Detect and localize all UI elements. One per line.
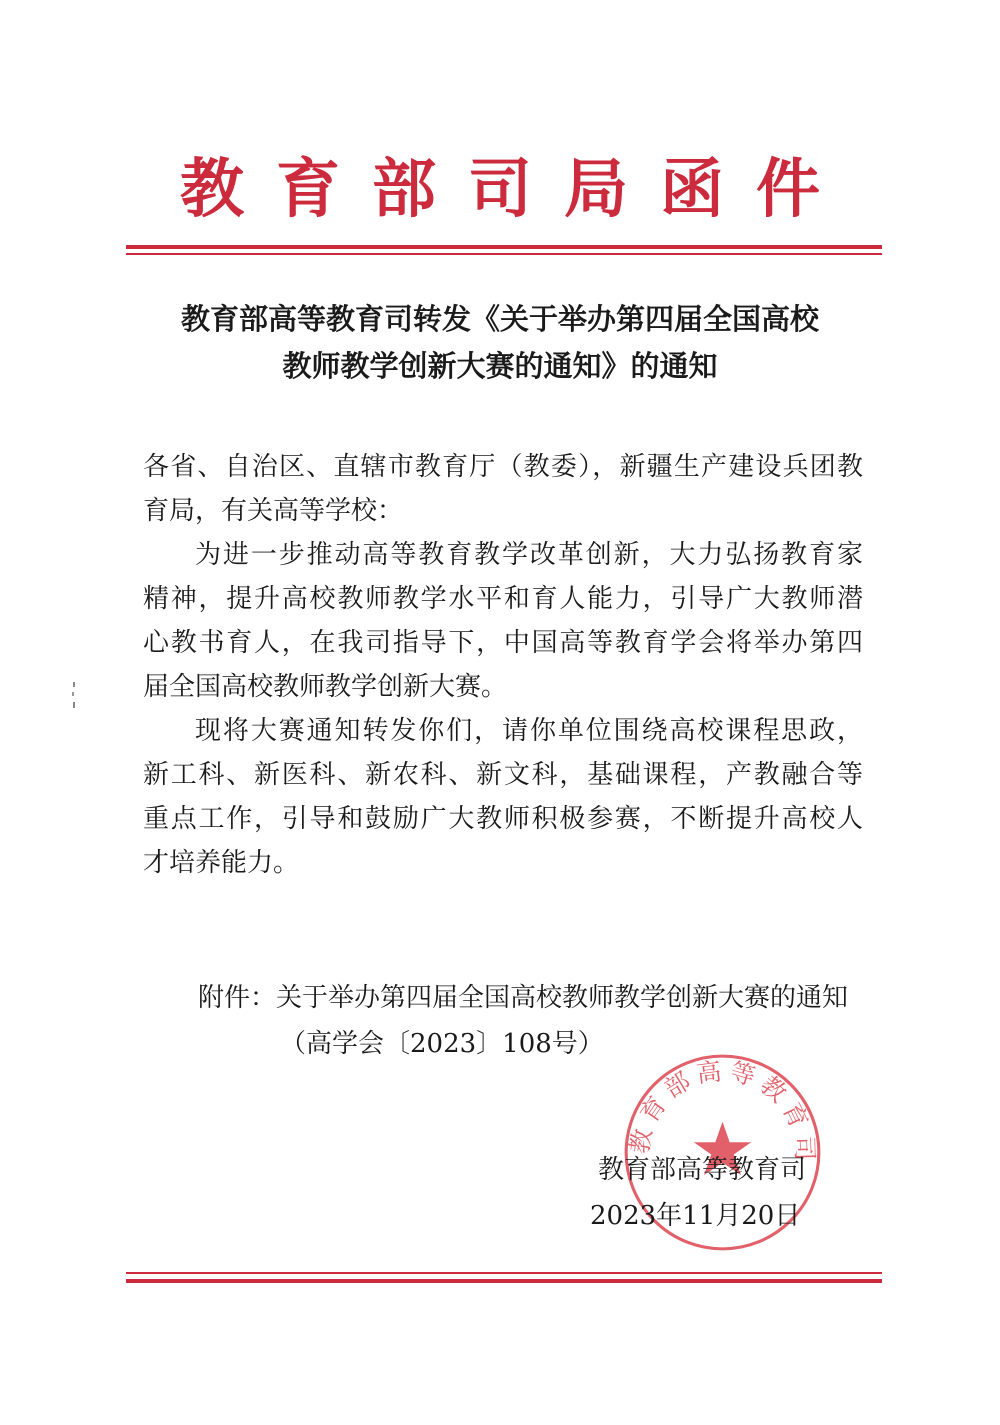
issue-date: 2023年11月20日 [590, 1201, 801, 1231]
title-line-1: 教育部高等教育司转发《关于举办第四届全国高校 [180, 302, 819, 336]
document-title [100, 296, 900, 390]
salutation-line-1: 各省、自治区、直辖市教育厅（教委），新疆生产建设兵团教 [143, 452, 863, 482]
title-line-2: 教师教学创新大赛的通知》的通知 [282, 349, 718, 383]
attachment-line [198, 976, 848, 1020]
footer-rule-thick [126, 1279, 882, 1283]
paragraph-2-line-1: 现将大赛通知转发你们，请你单位围绕高校课程思政， [195, 716, 863, 746]
header-rule-thick [126, 245, 882, 249]
paragraph-2-line-4: 才培养能力。 [143, 848, 300, 878]
document-body [143, 445, 863, 885]
masthead-title: 教育部司局函件 [180, 152, 852, 227]
paragraph-2-line-2: 新工科、新医科、新农科、新文科，基础课程，产教融合等 [143, 760, 863, 790]
issuer-name: 教育部高等教育司 [598, 1155, 807, 1185]
attachment-number: （高学会〔2023〕108号） [280, 1029, 604, 1059]
header-rule-thin [126, 253, 882, 255]
paragraph-1-line-3: 心教书育人，在我司指导下，中国高等教育学会将举办第四 [143, 628, 863, 658]
seal-text: 教育部高等教育司 [624, 1055, 820, 1168]
footer-rule-thin [126, 1272, 882, 1274]
salutation-line-2: 育局，有关高等学校： [143, 496, 404, 526]
paragraph-1-line-4: 届全国高校教师教学创新大赛。 [143, 672, 508, 702]
paragraph-1-line-2: 精神，提升高校教师教学水平和育人能力，引导广大教师潜 [143, 584, 863, 614]
paragraph-2-line-3: 重点工作，引导和鼓励广大教师积极参赛，不断提升高校人 [143, 804, 863, 834]
scan-speck [72, 682, 76, 710]
paragraph-1-line-1: 为进一步推动高等教育教学改革创新，大力弘扬教育家 [195, 540, 863, 570]
attachment-title: 关于举办第四届全国高校教师教学创新大赛的通知 [276, 983, 849, 1013]
attachment-label: 附件： [198, 983, 277, 1013]
